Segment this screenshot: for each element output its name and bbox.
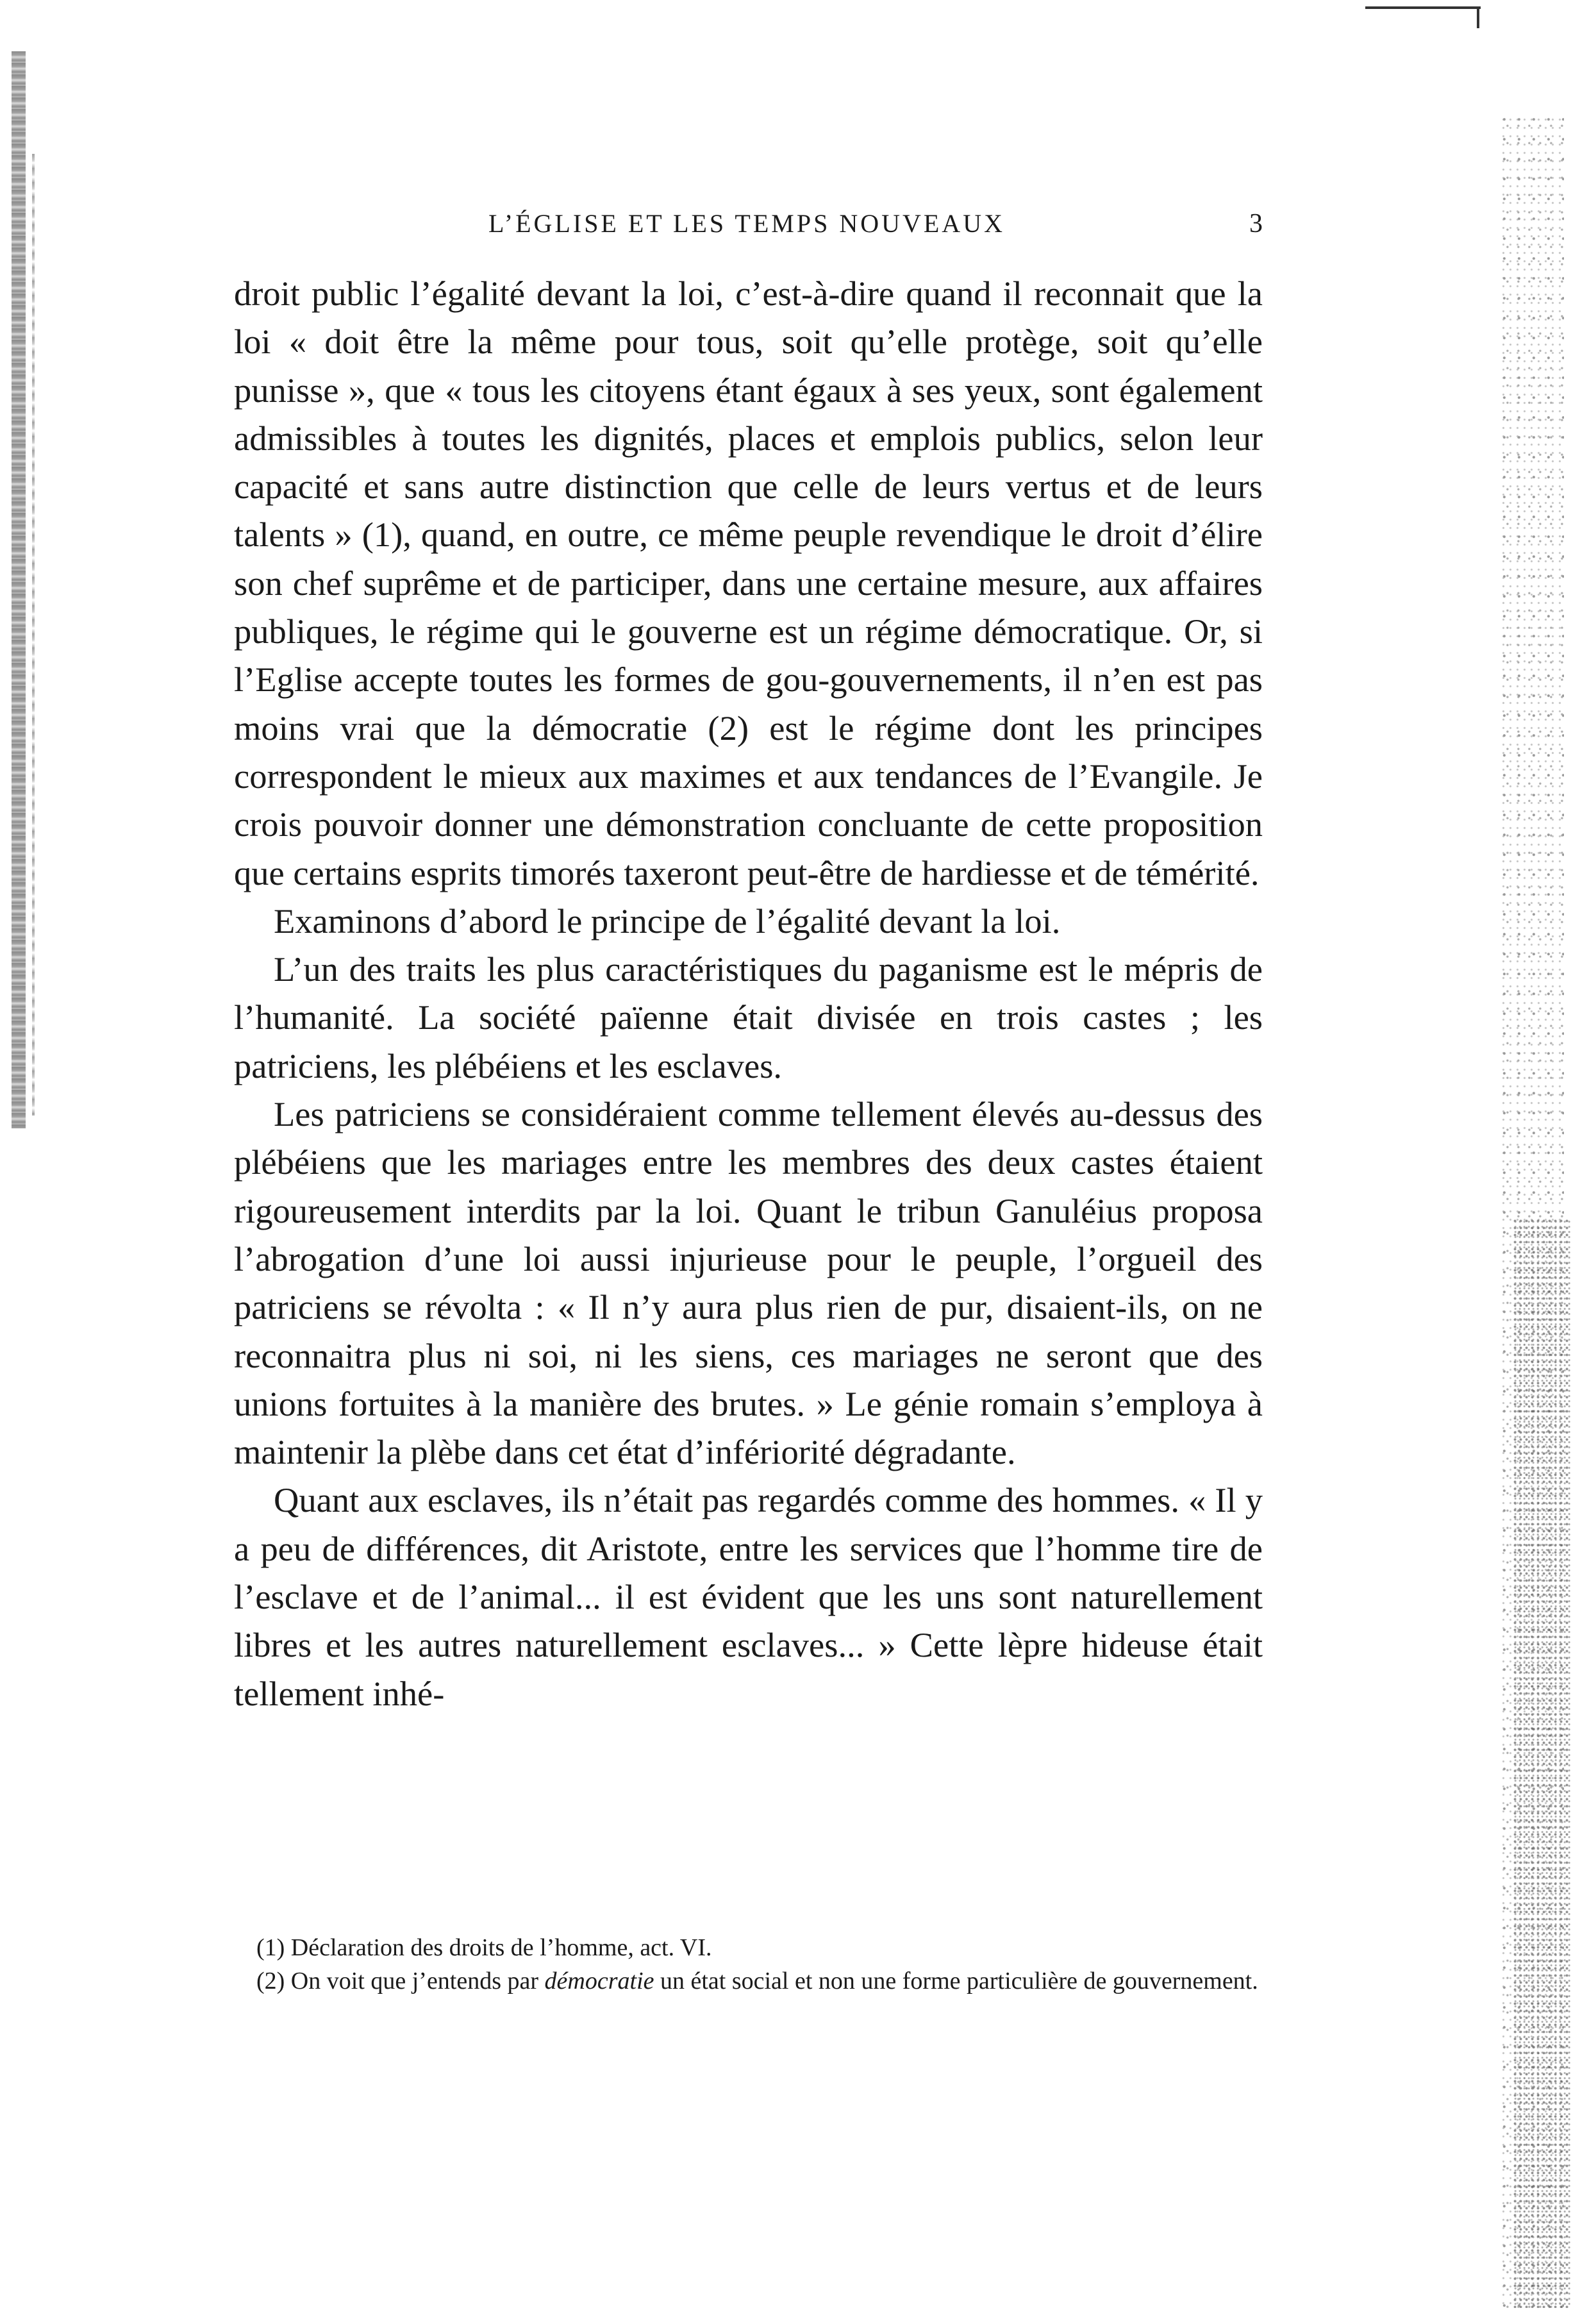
scan-artifact-right-noise [1513,1218,1570,2308]
scan-artifact-left-edge [12,51,26,1128]
footnote-2-text-start: (2) On voit que j’entends par [256,1968,545,1994]
footnote-2-emphasis: démocratie [544,1968,654,1994]
paragraph-continued: droit public l’égalité devant la loi, c’est-à-dire quand il reconnait que la loi « doit être la même pour tous, soit qu’elle protège, soit qu’elle punisse », que « tous les citoyens étant égaux à ses yeux, sont également admissibles à toutes les dignités, places et emplois publics, selon leur capacité et sans autre distinction que celle de leurs vertus et de leurs talents » (1), quand, en outre, ce même peuple revendique le droit d’élire son chef suprême et de participer, dans une certaine mesure, aux affaires publiques, le régime qui le gouverne est un régime démocratique. Or, si l’Eglise accepte toutes les formes de gou-gouvernements, il n’en est pas moins vrai que la démocratie (2) est le régime dont les principes correspondent le mieux aux maximes et aux tendances de l’Evangile. Je crois pouvoir donner une démonstration concluante de cette proposition que certains esprits timorés taxeront peut-être de hardiesse et de témérité. [234,274,1263,892]
paragraph: Les patriciens se considéraient comme tellement élevés au-dessus des plébéiens que les mariages entre les membres des deux castes étaient rigoureusement interdits par la loi. Quant le tribun Ganuléius proposa l’abrogation d’une loi aussi injurieuse pour le peuple, l’orgueil des patriciens se révolta : « Il n’y aura plus rien de pur, disaient-ils, on ne reconnaitra plus ni soi, ni les siens, ces mariages ne seront que des unions fortuites à la manière des brutes. » Le génie romain s’employa à maintenir la plèbe dans cet état d’infériorité dégradante. [234,1094,1263,1472]
running-head-title: L’ÉGLISE ET LES TEMPS NOUVEAUX [488,209,1005,238]
paragraph: Quant aux esclaves, ils n’était pas regardés comme des hommes. « Il y a peu de différences, dit Aristote, entre les services que l’homme tire de l’esclave et de l’animal... il est évident que les uns sont naturellement libres et les autres naturellement esclaves... » Cette lèpre hideuse était tellement inhé- [234,1480,1263,1713]
footnote-2-text-end: un état social et non une forme particulière de gouvernement. [654,1968,1258,1994]
running-head [231,208,1263,247]
scan-artifact-tick [1477,6,1479,28]
footnotes [234,1933,1263,1996]
footnote-1: (1) Déclaration des droits de l’homme, act. VI. [256,1934,712,1961]
page-number: 3 [1249,209,1263,238]
paragraph: Examinons d’abord le principe de l’égalité devant la loi. [274,901,1061,940]
scan-artifact-rule [1365,6,1481,9]
footnote-2 [234,1966,1263,1996]
body-text [234,269,1263,1718]
scan-artifact-left-line [32,154,35,1116]
paragraph: L’un des traits les plus caractéristiques du paganisme est le mépris de l’humanité. La société païenne était divisée en trois castes ; les patriciens, les plébéiens et les esclaves. [234,949,1263,1085]
